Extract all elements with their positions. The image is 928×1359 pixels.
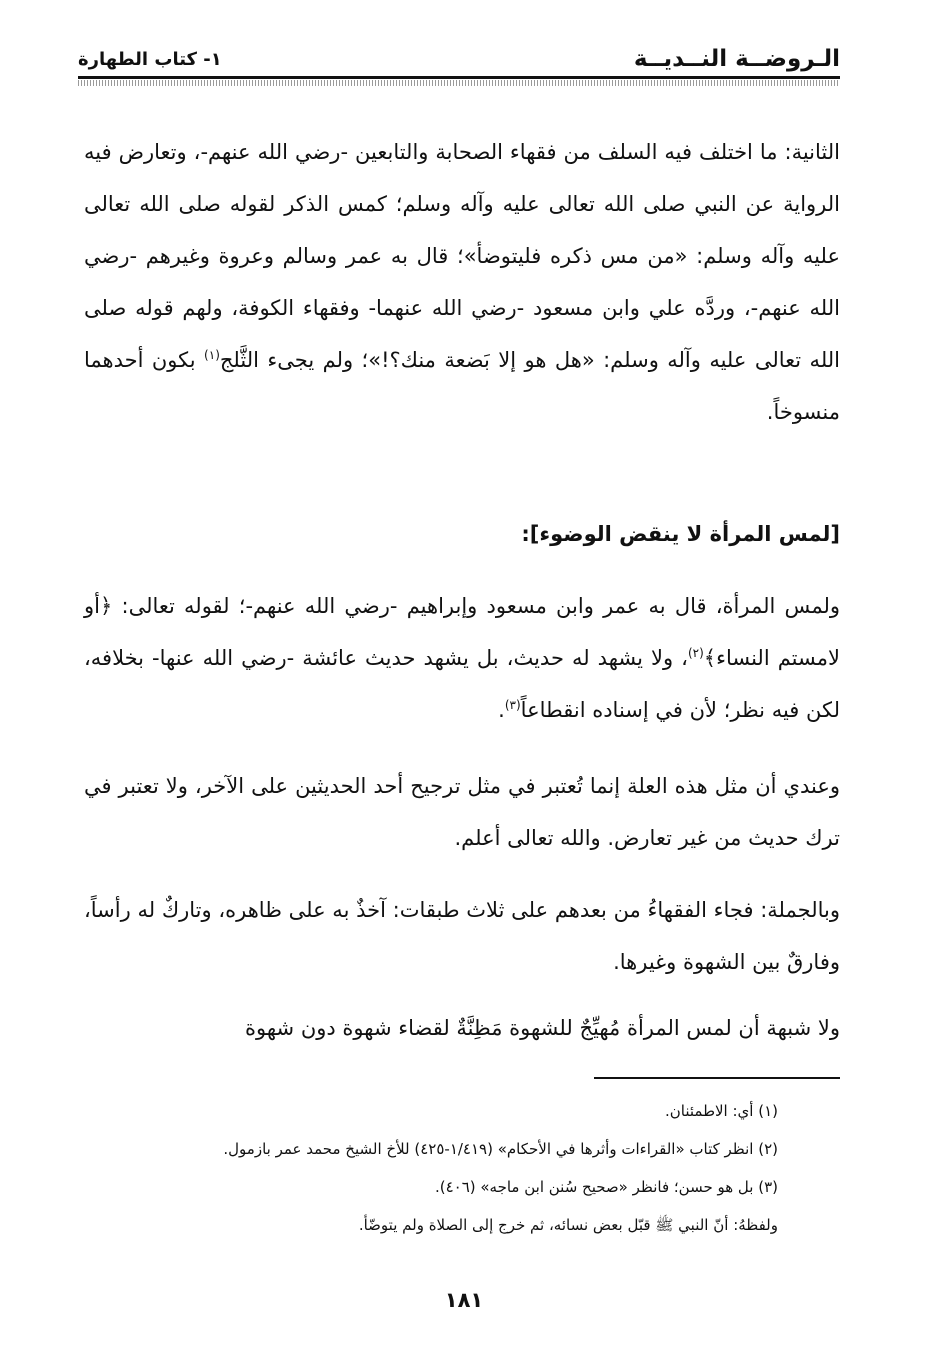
paragraph-text-cont: ، ولا يشهد له حديث، بل يشهد حديث عائشة -رضي الله عنها- بخلافه، لكن فيه نظر؛ لأن في إسناده انقطاعاً	[84, 646, 840, 722]
header-rule	[78, 76, 840, 79]
footnote-ref-3: (٣)	[504, 698, 521, 712]
paragraph-text-end: بكون أحدهما منسوخاً.	[84, 348, 840, 424]
footnote-1: (١) أي: الاطمئنان.	[664, 1102, 778, 1120]
chapter-title: ١- كتاب الطهارة	[78, 49, 222, 70]
paragraph-no-doubt: ولا شبهة أن لمس المرأة مُهيِّجٌ للشهوة مَظِنَّةٌ لقضاء شهوة دون شهوة	[245, 1016, 840, 1040]
footnote-ref-1: (١)	[204, 348, 220, 362]
footnote-ref-2: (٢)	[687, 646, 704, 660]
footnotes-list	[78, 1092, 778, 1244]
paragraph-touching-woman	[84, 580, 840, 736]
running-header	[78, 44, 840, 74]
page-number: ١٨١	[444, 1288, 484, 1312]
header-rule-shading	[78, 80, 840, 86]
footnote-3: (٣) بل هو حسن؛ فانظر «صحيح سُنن ابن ماجه» (٤٠٦).	[434, 1178, 778, 1196]
footnote-3-continuation: ولفظهُ: أنّ النبي ﷺ قبّل بعض نسائه، ثم خرج إلى الصلاة ولم يتوضّأ.	[358, 1216, 778, 1234]
paragraph-second-category	[84, 126, 840, 438]
paragraph-summary: وبالجملة: فجاء الفقهاءُ من بعدهم على ثلاث طبقات: آخذٌ به على ظاهره، وتاركٌ له رأساً، وفارقٌ بين الشهوة وغيرها.	[84, 898, 840, 974]
paragraph-author-opinion: وعندي أن مثل هذه العلة إنما تُعتبر في مثل ترجيح أحد الحديثين على الآخر، ولا تعتبر في ترك حديث من غير تعارض. والله تعالى أعلم.	[84, 774, 840, 850]
footnote-2: (٢) انظر كتاب «القراءات وأثرها في الأحكام» (١/٤١٩-٤٢٥) للأخ الشيخ محمد عمر بازمول.	[223, 1140, 778, 1158]
section-heading: [لمس المرأة لا ينقض الوضوء]:	[521, 522, 840, 546]
paragraph-text: الثانية: ما اختلف فيه السلف من فقهاء الصحابة والتابعين -رضي الله عنهم-، وتعارض فيه الرواية عن النبي صلى الله تعالى عليه وآله وسلم؛ كمس الذكر لقوله صلى الله تعالى عليه وآله وسلم: «من مس ذكره فليتوضأ»؛ قال به عمر وسالم وعروة وغيرهم -رضي الله عنهم-، وردَّه علي وابن مسعود -رضي الله عنهما- وفقهاء الكوفة، ولهم قوله صلى الله تعالى عليه وآله وسلم: «هل هو إلا بَضعة منك؟!»؛ ولم يجىء الثَّلج	[84, 140, 841, 372]
paragraph-text-end: .	[498, 698, 505, 722]
book-title: الـروضــة النــديــة	[633, 46, 840, 72]
footnote-separator	[594, 1077, 840, 1079]
paragraph-text: ولمس المرأة، قال به عمر وابن مسعود وإبراهيم -رضي الله عنهم-؛ لقوله تعالى: ﴿أو لامستم النساء﴾	[84, 594, 840, 670]
